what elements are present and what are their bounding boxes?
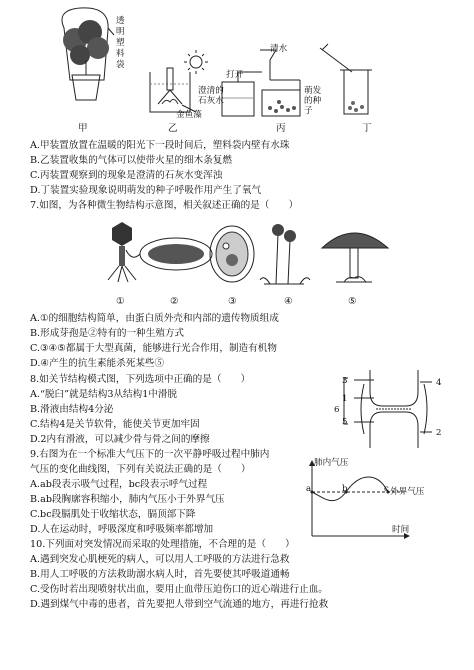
q10-stem: 10.下列面对突发情况而采取的处理措施，不合理的是（ ） (30, 539, 295, 550)
bacteriophage-drawing (108, 222, 136, 282)
joint-diagram (340, 370, 450, 450)
label-seeds: 萌发的种子 (304, 86, 322, 116)
q8-stem: 8.如关节结构模式图，下列选项中正确的是（ ） (30, 374, 251, 385)
q9-option-b: B.ab段胸廓容积缩小，肺内气压小于外界气压 (30, 494, 225, 505)
graph-ylabel: 肺内气压 (314, 458, 349, 468)
q9-option-a: A.ab段表示吸气过程，bc段表示呼气过程 (30, 479, 208, 490)
q7-number-3: ③ (228, 296, 237, 307)
yeast-drawing (210, 226, 254, 282)
q7-number-1: ① (116, 296, 125, 307)
bacterium-drawing (126, 238, 212, 270)
q9-option-d: D.人在运动时，呼吸深度和呼吸频率都增加 (30, 524, 214, 535)
q8-option-b: B.滑液由结构4分泌 (30, 404, 114, 415)
seed-bottle-drawing (222, 50, 300, 116)
q7-option-c: C.③④⑤都属于大型真菌，能够进行光合作用，制造有机物 (30, 343, 277, 354)
label-open: 打开 (226, 70, 244, 80)
mushroom-drawing (322, 233, 388, 282)
q6-option-b: B.乙装置收集的气体可以使带火星的细木条复燃 (30, 155, 232, 166)
caption-d: 丁 (362, 123, 372, 134)
label-bag: 透明塑料袋 (116, 16, 125, 70)
q9-option-c: C.bc段膈肌处于收缩状态，膈顶部下降 (30, 509, 196, 520)
graph-xlabel: 时间 (392, 525, 410, 535)
graph-point-b: b (342, 484, 348, 494)
graph-point-c: c (384, 484, 389, 494)
label-algae: 金鱼藻 (176, 110, 202, 120)
q10-option-b: B.用人工呼吸的方法救助溺水病人时，首先要使其呼吸道通畅 (30, 569, 290, 580)
q10-option-a: A.遇到突发心肌梗死的病人，可以用人工呼吸的方法进行急救 (30, 554, 290, 565)
lung-pressure-graph (304, 458, 444, 538)
q8-option-a: A.“脱臼”就是结构3从结构1中滑脱 (30, 389, 178, 400)
q7-option-d: D.④产生的抗生素能杀死某些⑤ (30, 358, 165, 369)
q6-option-a: A.甲装置放置在温暖的阳光下一段时间后，塑料袋内壁有水珠 (30, 140, 290, 151)
joint-label-1: 1 (342, 394, 348, 404)
joint-label-5: 5 (342, 417, 348, 427)
q7-number-2: ② (170, 296, 179, 307)
joint-label-2: 2 (436, 428, 442, 438)
q6-option-d: D.丁装置实验现象说明萌发的种子呼吸作用产生了氧气 (30, 185, 262, 196)
joint-label-3: 3 (342, 376, 348, 386)
graph-ref-label: 外界气压 (390, 487, 425, 497)
q10-option-d: D.遇到煤气中毒的患者，首先要把人带到空气流通的地方，再进行抢救 (30, 599, 329, 610)
joint-label-6: 6 (334, 405, 340, 415)
q6-option-c: C.丙装置观察到的现象是澄清的石灰水变浑浊 (30, 170, 223, 181)
caption-b: 乙 (168, 123, 178, 134)
joint-label-4: 4 (436, 378, 442, 388)
q7-number-5: ⑤ (348, 296, 357, 307)
q7-option-a: A.①的细胞结构简单，由蛋白质外壳和内部的遗传物质组成 (30, 313, 279, 324)
q7-option-b: B.形成芽孢是②特有的一种生殖方式 (30, 328, 185, 339)
label-water: 清水 (270, 44, 288, 54)
q8-option-c: C.结构4是关节软骨，能使关节更加牢固 (30, 419, 200, 430)
caption-a: 甲 (78, 123, 88, 134)
q7-stem: 7.如图，为各种微生物结构示意图，相关叙述正确的是（ ） (30, 200, 299, 211)
q9-stem-line1: 9.右图为在一个标准大气压下的一次平静呼吸过程中肺内 (30, 449, 270, 460)
mold-drawing (260, 224, 310, 284)
caption-c: 丙 (276, 123, 286, 134)
microorganism-drawings (0, 214, 474, 294)
bagged-plant-drawing (62, 8, 114, 100)
q10-option-c: C.受伤时若出现喷射状出血，要用止血带压迫伤口的近心端进行止血。 (30, 584, 328, 595)
label-limewater: 澄清的石灰水 (198, 86, 224, 106)
q9-stem-line2: 气压的变化曲线图，下列有关说法正确的是（ ） (30, 464, 251, 475)
graph-point-a: a (306, 484, 312, 494)
q7-number-4: ④ (284, 296, 293, 307)
q8-option-d: D.2内有滑液，可以减少骨与骨之间的摩擦 (30, 434, 210, 445)
